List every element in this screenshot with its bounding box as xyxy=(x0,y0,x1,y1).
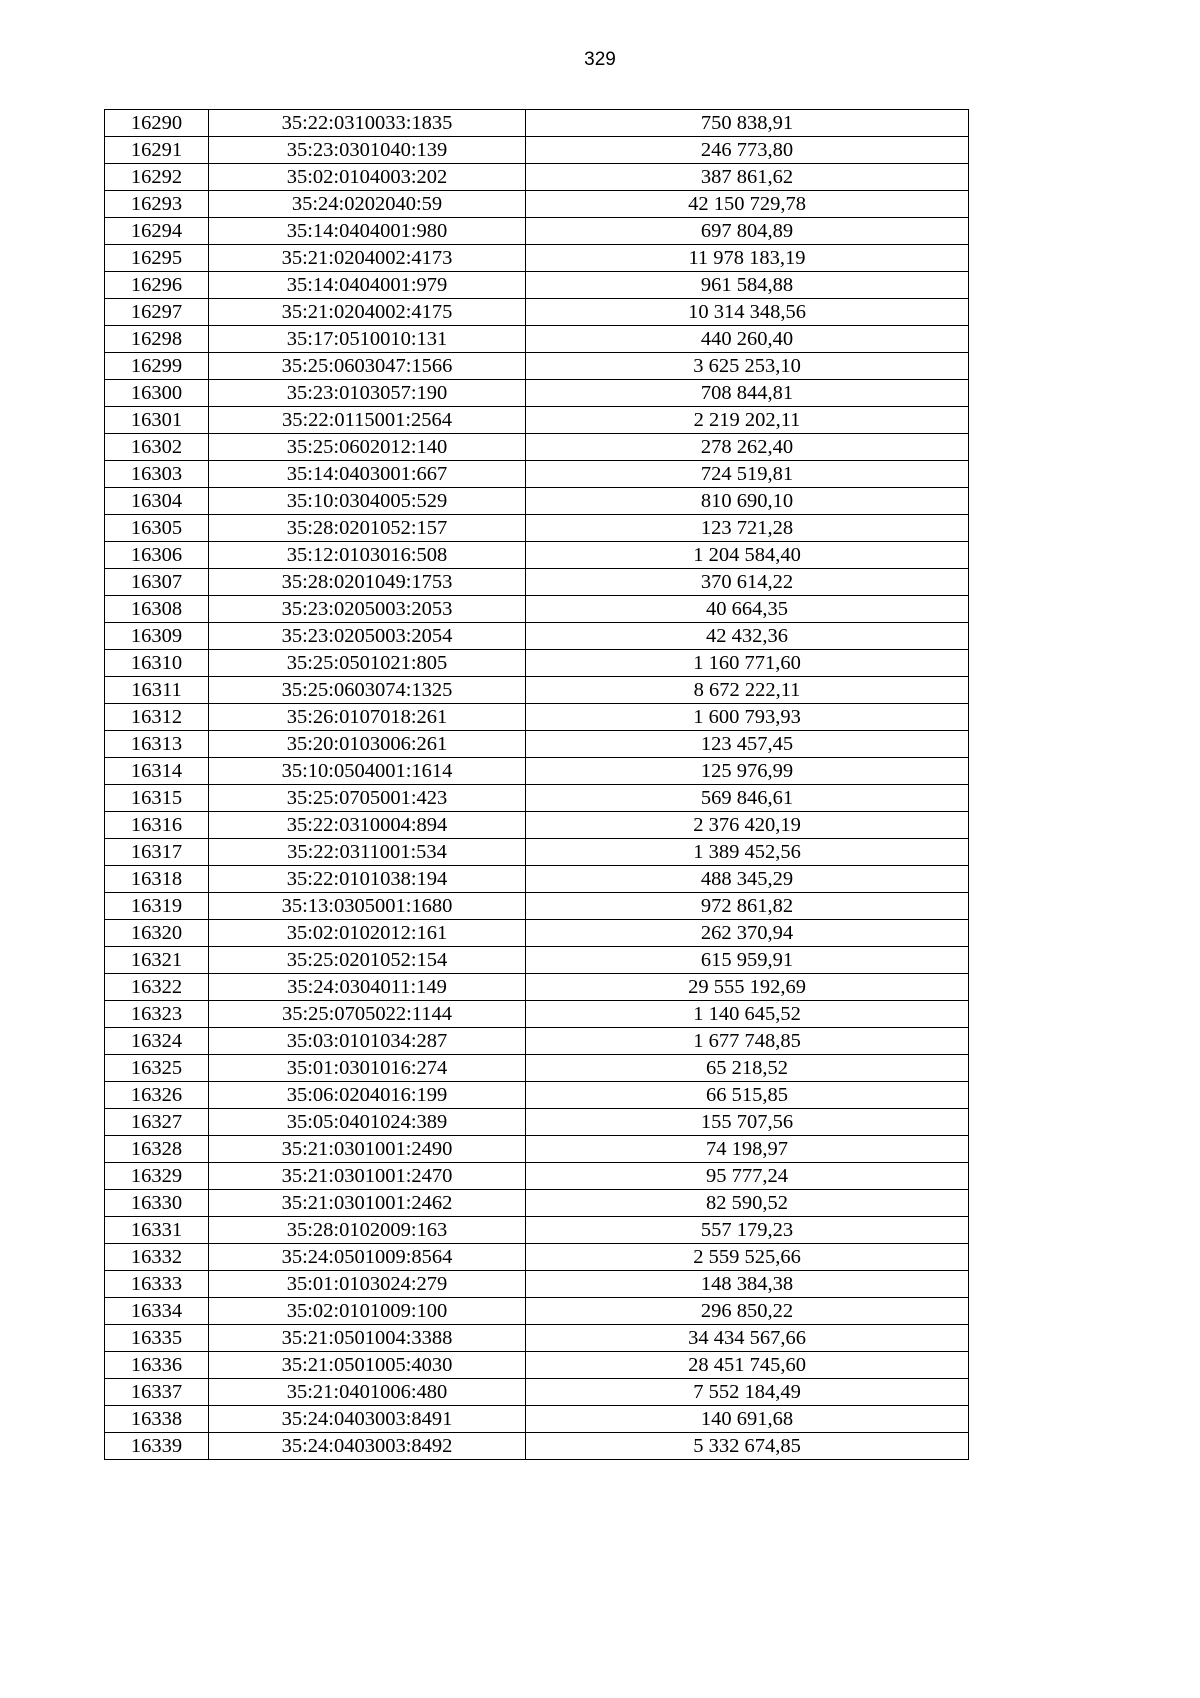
row-number-cell: 16314 xyxy=(105,758,209,785)
value-cell: 262 370,94 xyxy=(526,920,969,947)
value-cell: 2 559 525,66 xyxy=(526,1244,969,1271)
cadastral-number-cell: 35:25:0501021:805 xyxy=(209,650,526,677)
cadastral-number-cell: 35:21:0401006:480 xyxy=(209,1379,526,1406)
row-number-cell: 16329 xyxy=(105,1163,209,1190)
value-cell: 972 861,82 xyxy=(526,893,969,920)
value-cell: 42 432,36 xyxy=(526,623,969,650)
value-cell: 2 376 420,19 xyxy=(526,812,969,839)
value-cell: 40 664,35 xyxy=(526,596,969,623)
cadastral-number-cell: 35:24:0403003:8491 xyxy=(209,1406,526,1433)
value-cell: 615 959,91 xyxy=(526,947,969,974)
table-row xyxy=(105,542,969,569)
cadastral-number-cell: 35:23:0103057:190 xyxy=(209,380,526,407)
value-cell: 29 555 192,69 xyxy=(526,974,969,1001)
row-number-cell: 16325 xyxy=(105,1055,209,1082)
cadastral-number-cell: 35:01:0301016:274 xyxy=(209,1055,526,1082)
value-cell: 440 260,40 xyxy=(526,326,969,353)
row-number-cell: 16294 xyxy=(105,218,209,245)
value-cell: 708 844,81 xyxy=(526,380,969,407)
cadastral-number-cell: 35:22:0310033:1835 xyxy=(209,110,526,137)
row-number-cell: 16320 xyxy=(105,920,209,947)
row-number-cell: 16305 xyxy=(105,515,209,542)
table-row xyxy=(105,515,969,542)
value-cell: 1 600 793,93 xyxy=(526,704,969,731)
data-table xyxy=(104,109,969,1460)
row-number-cell: 16301 xyxy=(105,407,209,434)
row-number-cell: 16308 xyxy=(105,596,209,623)
table-row xyxy=(105,704,969,731)
cadastral-number-cell: 35:17:0510010:131 xyxy=(209,326,526,353)
table-row xyxy=(105,272,969,299)
row-number-cell: 16330 xyxy=(105,1190,209,1217)
cadastral-number-cell: 35:25:0201052:154 xyxy=(209,947,526,974)
cadastral-number-cell: 35:21:0301001:2490 xyxy=(209,1136,526,1163)
row-number-cell: 16316 xyxy=(105,812,209,839)
row-number-cell: 16311 xyxy=(105,677,209,704)
table-row xyxy=(105,920,969,947)
cadastral-number-cell: 35:10:0304005:529 xyxy=(209,488,526,515)
cadastral-number-cell: 35:21:0204002:4173 xyxy=(209,245,526,272)
row-number-cell: 16297 xyxy=(105,299,209,326)
cadastral-number-cell: 35:10:0504001:1614 xyxy=(209,758,526,785)
value-cell: 2 219 202,11 xyxy=(526,407,969,434)
cadastral-number-cell: 35:25:0705001:423 xyxy=(209,785,526,812)
value-cell: 278 262,40 xyxy=(526,434,969,461)
row-number-cell: 16335 xyxy=(105,1325,209,1352)
row-number-cell: 16295 xyxy=(105,245,209,272)
cadastral-number-cell: 35:21:0204002:4175 xyxy=(209,299,526,326)
value-cell: 82 590,52 xyxy=(526,1190,969,1217)
value-cell: 1 160 771,60 xyxy=(526,650,969,677)
table-row xyxy=(105,1271,969,1298)
row-number-cell: 16327 xyxy=(105,1109,209,1136)
table-row xyxy=(105,110,969,137)
value-cell: 123 721,28 xyxy=(526,515,969,542)
cadastral-number-cell: 35:20:0103006:261 xyxy=(209,731,526,758)
table-row xyxy=(105,758,969,785)
table-row xyxy=(105,380,969,407)
cadastral-number-cell: 35:05:0401024:389 xyxy=(209,1109,526,1136)
row-number-cell: 16291 xyxy=(105,137,209,164)
value-cell: 724 519,81 xyxy=(526,461,969,488)
table-row xyxy=(105,137,969,164)
table-row xyxy=(105,1109,969,1136)
table-row xyxy=(105,326,969,353)
row-number-cell: 16323 xyxy=(105,1001,209,1028)
value-cell: 8 672 222,11 xyxy=(526,677,969,704)
table-row xyxy=(105,1163,969,1190)
table-row xyxy=(105,218,969,245)
page-number: 329 xyxy=(584,49,616,70)
row-number-cell: 16309 xyxy=(105,623,209,650)
value-cell: 95 777,24 xyxy=(526,1163,969,1190)
table-row xyxy=(105,974,969,1001)
table-row xyxy=(105,812,969,839)
row-number-cell: 16296 xyxy=(105,272,209,299)
table-row xyxy=(105,299,969,326)
row-number-cell: 16298 xyxy=(105,326,209,353)
table-row xyxy=(105,191,969,218)
cadastral-number-cell: 35:24:0202040:59 xyxy=(209,191,526,218)
value-cell: 961 584,88 xyxy=(526,272,969,299)
value-cell: 557 179,23 xyxy=(526,1217,969,1244)
table-row xyxy=(105,1298,969,1325)
cadastral-number-cell: 35:21:0501004:3388 xyxy=(209,1325,526,1352)
value-cell: 125 976,99 xyxy=(526,758,969,785)
cadastral-number-cell: 35:21:0301001:2462 xyxy=(209,1190,526,1217)
table-row xyxy=(105,893,969,920)
row-number-cell: 16317 xyxy=(105,839,209,866)
value-cell: 7 552 184,49 xyxy=(526,1379,969,1406)
value-cell: 28 451 745,60 xyxy=(526,1352,969,1379)
table-row xyxy=(105,569,969,596)
row-number-cell: 16292 xyxy=(105,164,209,191)
row-number-cell: 16332 xyxy=(105,1244,209,1271)
cadastral-number-cell: 35:28:0201052:157 xyxy=(209,515,526,542)
row-number-cell: 16318 xyxy=(105,866,209,893)
table-row xyxy=(105,1244,969,1271)
row-number-cell: 16333 xyxy=(105,1271,209,1298)
value-cell: 3 625 253,10 xyxy=(526,353,969,380)
value-cell: 65 218,52 xyxy=(526,1055,969,1082)
value-cell: 569 846,61 xyxy=(526,785,969,812)
cadastral-number-cell: 35:25:0603047:1566 xyxy=(209,353,526,380)
row-number-cell: 16293 xyxy=(105,191,209,218)
row-number-cell: 16338 xyxy=(105,1406,209,1433)
cadastral-number-cell: 35:12:0103016:508 xyxy=(209,542,526,569)
value-cell: 1 389 452,56 xyxy=(526,839,969,866)
table-row xyxy=(105,164,969,191)
table-row xyxy=(105,839,969,866)
value-cell: 34 434 567,66 xyxy=(526,1325,969,1352)
row-number-cell: 16310 xyxy=(105,650,209,677)
table-row xyxy=(105,1325,969,1352)
cadastral-number-cell: 35:01:0103024:279 xyxy=(209,1271,526,1298)
row-number-cell: 16321 xyxy=(105,947,209,974)
value-cell: 148 384,38 xyxy=(526,1271,969,1298)
cadastral-number-cell: 35:14:0404001:980 xyxy=(209,218,526,245)
row-number-cell: 16334 xyxy=(105,1298,209,1325)
row-number-cell: 16337 xyxy=(105,1379,209,1406)
row-number-cell: 16331 xyxy=(105,1217,209,1244)
table-row xyxy=(105,1028,969,1055)
value-cell: 155 707,56 xyxy=(526,1109,969,1136)
row-number-cell: 16300 xyxy=(105,380,209,407)
table-row xyxy=(105,1082,969,1109)
row-number-cell: 16339 xyxy=(105,1433,209,1460)
table-row xyxy=(105,1379,969,1406)
table-row xyxy=(105,1001,969,1028)
table-row xyxy=(105,623,969,650)
table-row xyxy=(105,1055,969,1082)
table-row xyxy=(105,461,969,488)
row-number-cell: 16306 xyxy=(105,542,209,569)
cadastral-number-cell: 35:28:0201049:1753 xyxy=(209,569,526,596)
value-cell: 140 691,68 xyxy=(526,1406,969,1433)
table-row xyxy=(105,1217,969,1244)
cadastral-number-cell: 35:24:0403003:8492 xyxy=(209,1433,526,1460)
table-row xyxy=(105,650,969,677)
row-number-cell: 16302 xyxy=(105,434,209,461)
table-row xyxy=(105,1190,969,1217)
row-number-cell: 16304 xyxy=(105,488,209,515)
value-cell: 750 838,91 xyxy=(526,110,969,137)
cadastral-number-cell: 35:24:0304011:149 xyxy=(209,974,526,1001)
cadastral-number-cell: 35:06:0204016:199 xyxy=(209,1082,526,1109)
table-row xyxy=(105,245,969,272)
cadastral-number-cell: 35:23:0205003:2054 xyxy=(209,623,526,650)
cadastral-number-cell: 35:26:0107018:261 xyxy=(209,704,526,731)
table-row xyxy=(105,1406,969,1433)
table-row xyxy=(105,677,969,704)
value-cell: 123 457,45 xyxy=(526,731,969,758)
table-row xyxy=(105,407,969,434)
value-cell: 42 150 729,78 xyxy=(526,191,969,218)
table-row xyxy=(105,785,969,812)
cadastral-number-cell: 35:22:0311001:534 xyxy=(209,839,526,866)
row-number-cell: 16303 xyxy=(105,461,209,488)
table-row xyxy=(105,488,969,515)
value-cell: 1 140 645,52 xyxy=(526,1001,969,1028)
value-cell: 246 773,80 xyxy=(526,137,969,164)
cadastral-number-cell: 35:21:0501005:4030 xyxy=(209,1352,526,1379)
row-number-cell: 16322 xyxy=(105,974,209,1001)
row-number-cell: 16319 xyxy=(105,893,209,920)
cadastral-number-cell: 35:22:0115001:2564 xyxy=(209,407,526,434)
value-cell: 697 804,89 xyxy=(526,218,969,245)
table-row xyxy=(105,1136,969,1163)
value-cell: 488 345,29 xyxy=(526,866,969,893)
cadastral-number-cell: 35:02:0104003:202 xyxy=(209,164,526,191)
cadastral-number-cell: 35:22:0101038:194 xyxy=(209,866,526,893)
value-cell: 370 614,22 xyxy=(526,569,969,596)
row-number-cell: 16313 xyxy=(105,731,209,758)
value-cell: 66 515,85 xyxy=(526,1082,969,1109)
table-row xyxy=(105,731,969,758)
table-row xyxy=(105,1352,969,1379)
cadastral-number-cell: 35:13:0305001:1680 xyxy=(209,893,526,920)
cadastral-number-cell: 35:21:0301001:2470 xyxy=(209,1163,526,1190)
value-cell: 1 204 584,40 xyxy=(526,542,969,569)
cadastral-number-cell: 35:22:0310004:894 xyxy=(209,812,526,839)
value-cell: 10 314 348,56 xyxy=(526,299,969,326)
value-cell: 11 978 183,19 xyxy=(526,245,969,272)
cadastral-number-cell: 35:24:0501009:8564 xyxy=(209,1244,526,1271)
value-cell: 74 198,97 xyxy=(526,1136,969,1163)
cadastral-number-cell: 35:14:0403001:667 xyxy=(209,461,526,488)
cadastral-number-cell: 35:14:0404001:979 xyxy=(209,272,526,299)
row-number-cell: 16326 xyxy=(105,1082,209,1109)
row-number-cell: 16328 xyxy=(105,1136,209,1163)
cadastral-number-cell: 35:25:0602012:140 xyxy=(209,434,526,461)
value-cell: 1 677 748,85 xyxy=(526,1028,969,1055)
cadastral-number-cell: 35:02:0102012:161 xyxy=(209,920,526,947)
row-number-cell: 16307 xyxy=(105,569,209,596)
table-row xyxy=(105,947,969,974)
row-number-cell: 16336 xyxy=(105,1352,209,1379)
row-number-cell: 16290 xyxy=(105,110,209,137)
row-number-cell: 16315 xyxy=(105,785,209,812)
table-row xyxy=(105,596,969,623)
cadastral-number-cell: 35:25:0705022:1144 xyxy=(209,1001,526,1028)
row-number-cell: 16324 xyxy=(105,1028,209,1055)
cadastral-number-cell: 35:25:0603074:1325 xyxy=(209,677,526,704)
cadastral-number-cell: 35:03:0101034:287 xyxy=(209,1028,526,1055)
table-row xyxy=(105,434,969,461)
row-number-cell: 16312 xyxy=(105,704,209,731)
table-row xyxy=(105,1433,969,1460)
cadastral-number-cell: 35:28:0102009:163 xyxy=(209,1217,526,1244)
cadastral-number-cell: 35:23:0205003:2053 xyxy=(209,596,526,623)
value-cell: 810 690,10 xyxy=(526,488,969,515)
cadastral-number-cell: 35:02:0101009:100 xyxy=(209,1298,526,1325)
row-number-cell: 16299 xyxy=(105,353,209,380)
value-cell: 296 850,22 xyxy=(526,1298,969,1325)
table-body xyxy=(105,110,969,1460)
cadastral-number-cell: 35:23:0301040:139 xyxy=(209,137,526,164)
value-cell: 5 332 674,85 xyxy=(526,1433,969,1460)
table-row xyxy=(105,866,969,893)
value-cell: 387 861,62 xyxy=(526,164,969,191)
table-row xyxy=(105,353,969,380)
